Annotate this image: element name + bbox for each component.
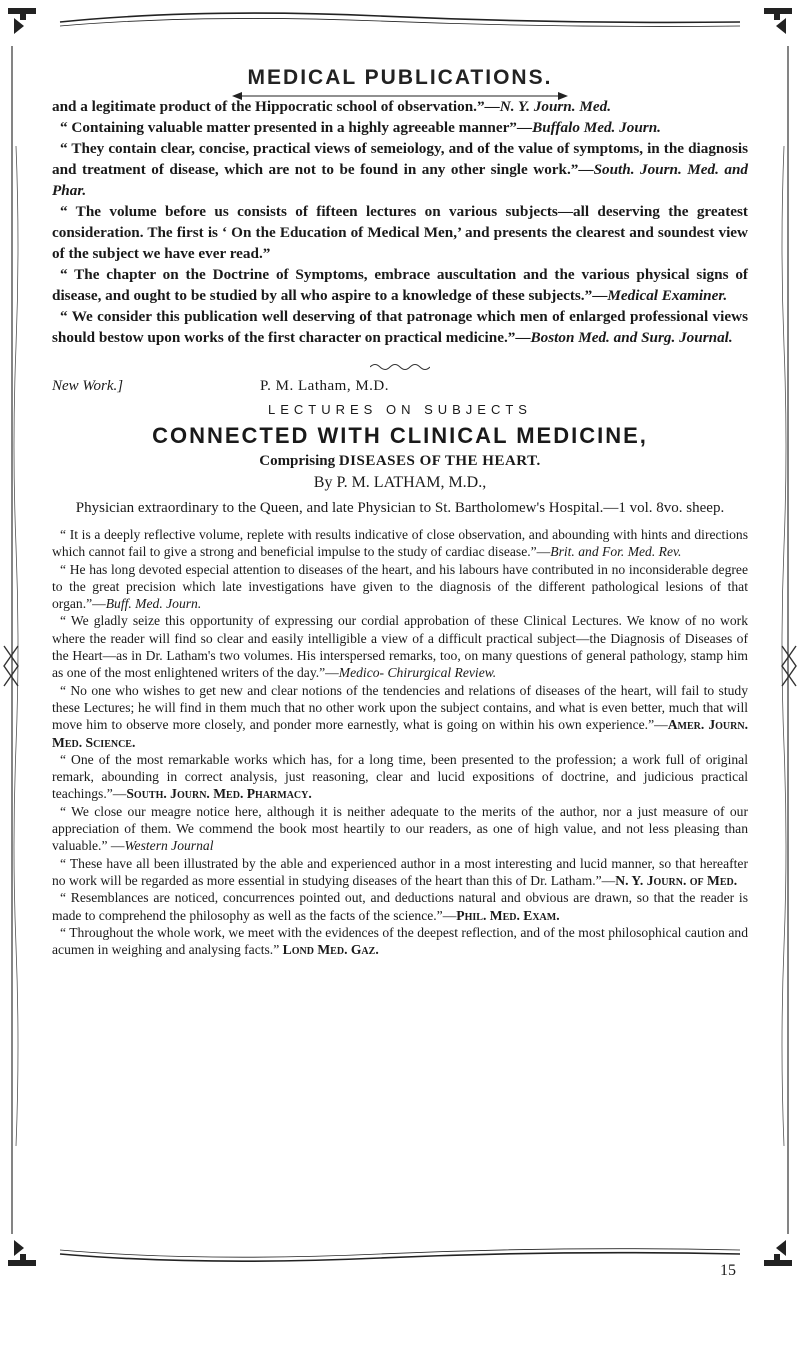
review-paragraph: “ They contain clear, concise, practical views of semeiology, and of the value of symptoms, in the diagnosis and treatment of disease, which are not to be found in any other single work.”—South. Journ. Med. and Phar. <box>52 140 748 199</box>
top-ornament-border <box>0 0 800 40</box>
book-author-short: P. M. Latham, M.D. <box>260 378 389 394</box>
review-paragraph: “ Throughout the whole work, we meet with the evidences of the deepest reflection, and of the most philosophical caution and acumen in weighing and analysing facts.” Lond Med. Gaz. <box>52 924 748 958</box>
main-content <box>52 96 748 958</box>
review-paragraph: “ We consider this publication well deserving of that patronage which men of enlarged professional views should bestow upon works of the first character on practical medicine.”—Boston Med. and Surg. Journal. <box>52 308 748 346</box>
book-header <box>52 378 748 400</box>
section-divider <box>370 362 430 372</box>
book-lectures-line: LECTURES ON SUBJECTS <box>268 402 532 417</box>
book-description: Physician extraordinary to the Queen, and late Physician to St. Bartholomew's Hospital.—1 vol. 8vo. sheep. <box>75 500 725 516</box>
book-subtitle: Comprising DISEASES OF THE HEART. <box>259 453 541 469</box>
review-paragraph: “ We close our meagre notice here, although it is neither adequate to the merits of the author, nor a just measure of our appreciation of them. We commend the book most heartily to our readers, as one of high value, and not less pleasing than valuable.” —Western Journal <box>52 803 748 854</box>
review-paragraph: “ It is a deeply reflective volume, replete with results indicative of close observation, and abounding with hints and directions which cannot fail to give a strong and beneficial impulse to the study of cardiac disease.”—Brit. and For. Med. Rev. <box>52 527 748 560</box>
review-paragraph: and a legitimate product of the Hippocratic school of observation.”—N. Y. Journ. Med. <box>52 98 611 115</box>
review-paragraph: “ Containing valuable matter presented in a highly agreeable manner”—Buffalo Med. Journ. <box>60 119 661 136</box>
review-paragraph: “ He has long devoted especial attention to diseases of the heart, and his labours have contributed in no inconsiderable degree to the great precision which late investigations have given to the diagnosis of the different pathological lesions of that organ.”—Buff. Med. Journ. <box>52 561 748 612</box>
book-title: CONNECTED WITH CLINICAL MEDICINE, <box>152 423 648 448</box>
review-paragraph: “ One of the most remarkable works which has, for a long time, been presented to the profession; a work full of original remark, abounding in correct analysis, just reasoning, clear and lucid expositions of doctrine, and judicious practical teachings.”—South. Journ. Med. Pharmacy. <box>52 751 748 802</box>
bottom-ornament-border <box>0 1236 800 1276</box>
review-paragraph: “ The chapter on the Doctrine of Symptoms, embrace auscultation and the various physical signs of disease, and ought to be studied by all who aspire to a knowledge of these subjects.”—Medical Examiner. <box>52 266 748 304</box>
book-location: New Work.] <box>52 378 124 394</box>
left-border-rule <box>0 46 26 1234</box>
page-number: 15 <box>720 1262 736 1279</box>
review-paragraph: “ We gladly seize this opportunity of expressing our cordial approbation of these Clinical Lectures. We know of no work where the reader will find so clear and easily intelligible a view of a difficult practical subject—the Diagnosis of Diseases of the Heart—as in Dr. Latham's two volumes. His interspersed remarks, too, on many questions of general pathology, stamp him as one of the most enlightened writers of the day.”—Medico- Chirurgical Review. <box>52 613 748 681</box>
review-paragraph: “ The volume before us consists of fifteen lectures on various subjects—all deserving the greatest consideration. The first is ‘ On the Education of Medical Men,’ and presents the clearest and soundest view of the subject we have ever read.” <box>52 203 748 262</box>
review-paragraph: “ Resemblances are noticed, concurrences pointed out, and deductions natural and obvious are drawn, so that the reader is made to comprehend the philosophy as well as the facts of the science.”—Phil. Med. Exam. <box>52 890 748 923</box>
second-review-block <box>52 526 748 958</box>
first-review-block <box>52 96 748 348</box>
right-border-rule <box>774 46 800 1234</box>
page-header-title: MEDICAL PUBLICATIONS. <box>247 66 553 89</box>
review-paragraph: “ No one who wishes to get new and clear notions of the tendencies and relations of diseases of the heart, will fail to study these Lectures; he will find in them much that no other work upon the subject contains, and what is even better, much that will move him to observe more closely, and ponder more earnestly, what is going on within his own experience.”—Amer. Journ. Med. Science. <box>52 682 748 750</box>
book-byline: By P. M. LATHAM, M.D., <box>313 474 487 491</box>
review-paragraph: “ These have all been illustrated by the able and experienced author in a most interesting and lucid manner, so that hereafter no work will be regarded as more essential in studying diseases of the heart than this of Dr. Latham.”—N. Y. Journ. of Med. <box>52 855 748 888</box>
